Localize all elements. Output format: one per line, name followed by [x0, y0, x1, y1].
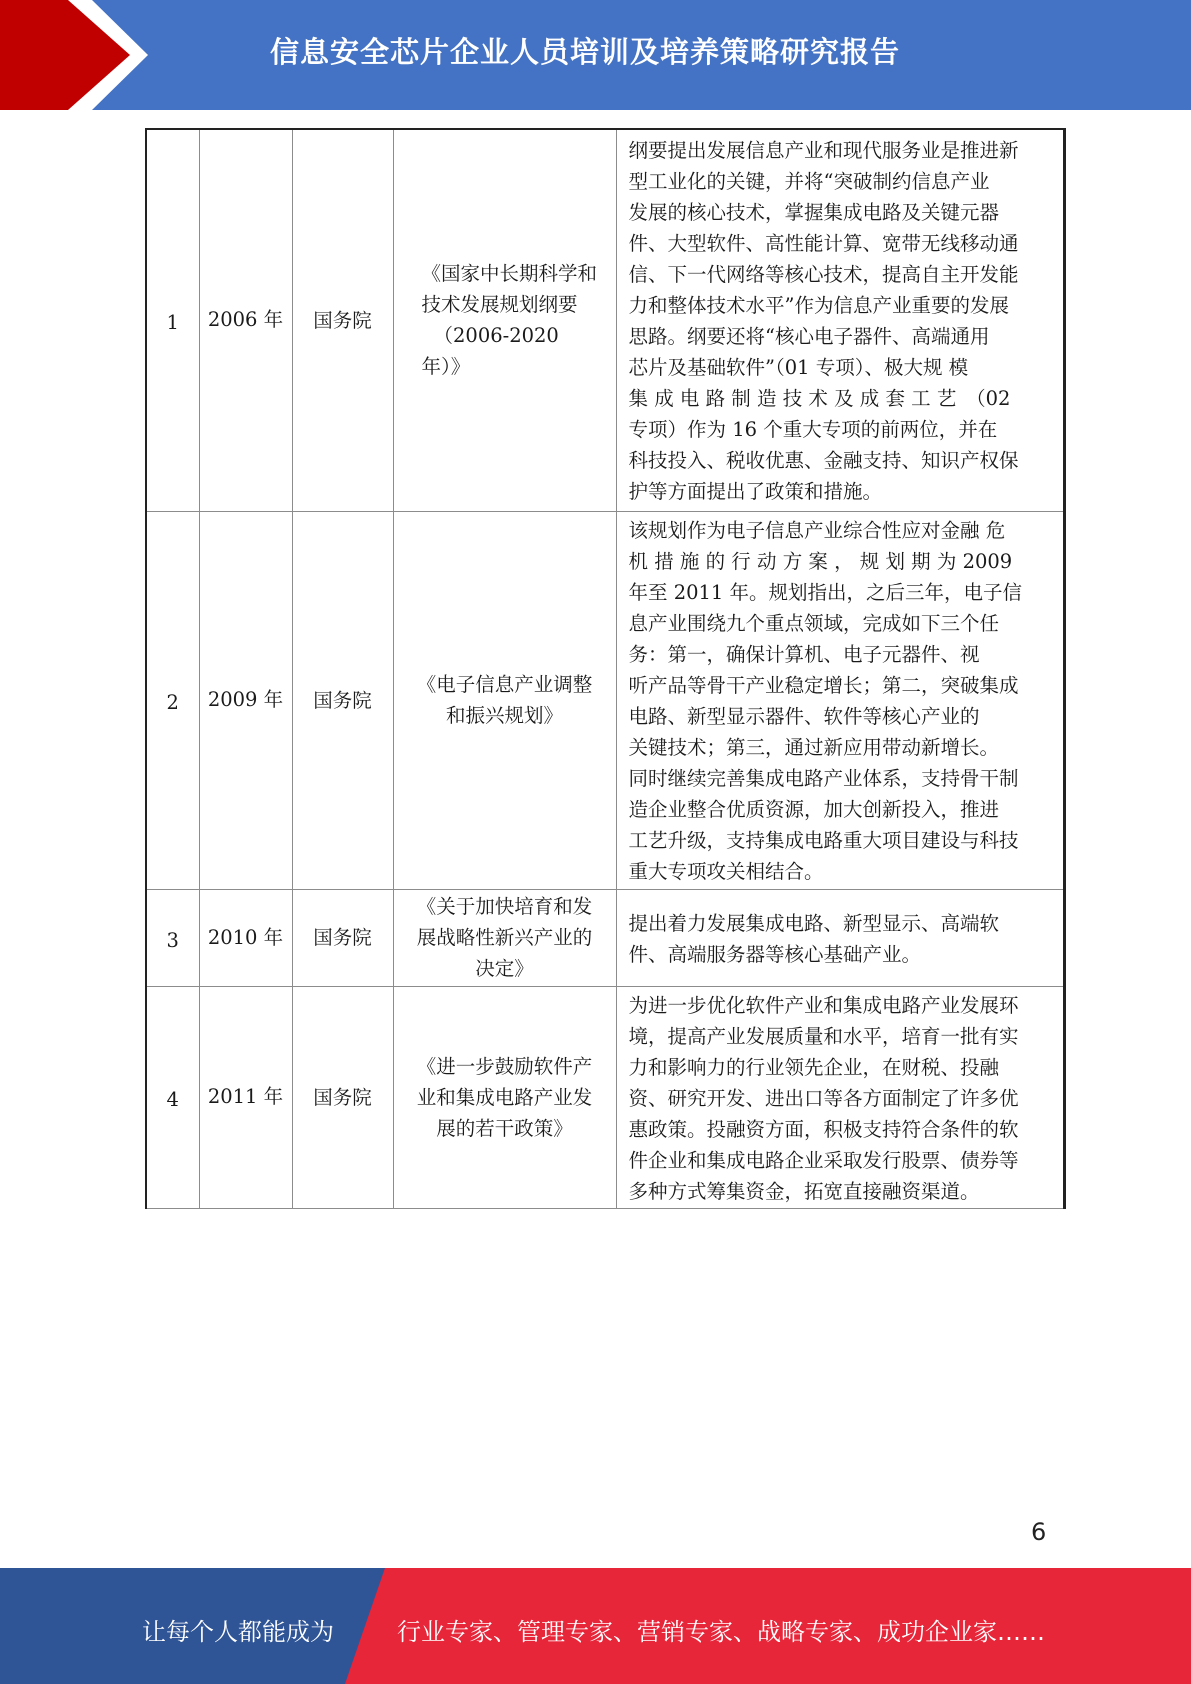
description-line: 境，提高产业发展质量和水平，培育一批有实 [628, 1024, 1019, 1048]
row-year: 2009 年 [199, 511, 292, 889]
document-line: 展的若干政策》 [436, 1116, 573, 1140]
table-row [146, 889, 1064, 986]
page-footer [0, 1568, 1191, 1684]
description-line: 提出着力发展集成电路、新型显示、高端软 [628, 911, 1000, 935]
description-line: 芯片及基础软件”（01 专项）、极大规 模 [628, 356, 969, 380]
row-document [393, 511, 616, 889]
description-line: 造企业整合优质资源，加大创新投入，推进 [628, 798, 1000, 821]
row-number: 2 [146, 511, 199, 889]
row-document [393, 129, 616, 511]
description-line: 力和影响力的行业领先企业，在财税、投融 [628, 1055, 1000, 1079]
row-description [616, 511, 1064, 889]
description-line: 纲要提出发展信息产业和现代服务业是推进新 [628, 139, 1019, 163]
table-row [146, 511, 1064, 889]
row-organization: 国务院 [292, 986, 393, 1208]
row-year: 2006 年 [199, 129, 292, 511]
report-title: 信息安全芯片企业人员培训及培养策略研究报告 [270, 35, 901, 69]
description-line: 同时继续完善集成电路产业体系，支持骨干制 [628, 767, 1019, 790]
description-line: 型工业化的关键，并将“突破制约信息产业 [628, 170, 990, 194]
document-line: 年）》 [421, 355, 471, 379]
table-row [146, 986, 1064, 1208]
description-line: 资、研究开发、进出口等各方面制定了许多优 [628, 1086, 1019, 1110]
policy-table [145, 128, 1066, 1209]
document-line: 决定》 [475, 957, 534, 980]
description-line: 多种方式筹集资金，拓宽直接融资渠道。 [628, 1179, 980, 1203]
document-line: 技术发展规划纲要 [421, 293, 578, 317]
row-number: 4 [146, 986, 199, 1208]
description-line: 该规划作为电子信息产业综合性应对金融 危 [628, 519, 1006, 542]
description-line: 工艺升级，支持集成电路重大项目建设与科技 [628, 829, 1019, 852]
document-line: 业和集成电路产业发 [416, 1085, 593, 1109]
description-line: 思路。纲要还将“核心电子器件、高端通用 [628, 325, 990, 349]
description-line: 机 措 施 的 行 动 方 案 ， 规 划 期 为 2009 [628, 550, 1013, 573]
description-line: 件、高端服务器等核心基础产业。 [628, 942, 922, 966]
row-year: 2010 年 [199, 889, 292, 986]
description-line: 力和整体技术水平”作为信息产业重要的发展 [628, 294, 1009, 318]
row-number: 1 [146, 129, 199, 511]
page-number: 6 [1031, 1518, 1047, 1546]
row-number: 3 [146, 889, 199, 986]
row-organization: 国务院 [292, 889, 393, 986]
row-description [616, 129, 1064, 511]
document-line: 《国家中长期科学和 [421, 262, 598, 286]
table-row [146, 129, 1064, 511]
description-line: 件企业和集成电路企业采取发行股票、债券等 [628, 1148, 1019, 1172]
description-line: 专项）作为 16 个重大专项的前两位，并在 [628, 418, 998, 442]
row-document [393, 986, 616, 1208]
row-year: 2011 年 [199, 986, 292, 1208]
description-line: 重大专项攻关相结合。 [628, 860, 824, 883]
row-organization: 国务院 [292, 511, 393, 889]
description-line: 惠政策。投融资方面，积极支持符合条件的软 [628, 1117, 1019, 1141]
description-line: 集 成 电 路 制 造 技 术 及 成 套 工 艺 （02 [628, 387, 1011, 411]
description-line: 信、下一代网络等核心技术，提高自主开发能 [628, 263, 1019, 287]
footer-slogan-right: 行业专家、管理专家、营销专家、战略专家、成功企业家…… [397, 1618, 1045, 1646]
description-line: 息产业围绕九个重点领域，完成如下三个任 [628, 612, 1000, 635]
document-line: 《关于加快培育和发 [416, 895, 593, 918]
page-header [0, 0, 1191, 110]
document-line: 《电子信息产业调整 [416, 673, 593, 696]
description-line: 科技投入、税收优惠、金融支持、知识产权保 [628, 449, 1019, 473]
document-line: 展战略性新兴产业的 [416, 926, 593, 949]
description-line: 听产品等骨干产业稳定增长；第二，突破集成 [628, 674, 1019, 697]
description-line: 为进一步优化软件产业和集成电路产业发展环 [628, 993, 1019, 1017]
description-line: 电路、新型显示器件、软件等核心产业的 [628, 705, 980, 728]
description-line: 发展的核心技术，掌握集成电路及关键元器 [628, 201, 1000, 225]
footer-slogan-left: 让每个人都能成为 [142, 1618, 334, 1646]
row-description [616, 889, 1064, 986]
document-line: （2006-2020 [433, 324, 559, 348]
header-chevron-icon [0, 0, 160, 110]
description-line: 护等方面提出了政策和措施。 [628, 480, 883, 504]
description-line: 关键技术；第三，通过新应用带动新增长。 [628, 736, 1000, 759]
description-line: 年至 2011 年。规划指出，之后三年，电子信 [628, 581, 1023, 604]
description-line: 务：第一，确保计算机、电子元器件、视 [628, 643, 980, 666]
row-organization: 国务院 [292, 129, 393, 511]
description-line: 件、大型软件、高性能计算、宽带无线移动通 [628, 232, 1019, 256]
row-document [393, 889, 616, 986]
document-line: 和振兴规划》 [445, 704, 563, 727]
row-description [616, 986, 1064, 1208]
document-line: 《进一步鼓励软件产 [416, 1054, 593, 1078]
